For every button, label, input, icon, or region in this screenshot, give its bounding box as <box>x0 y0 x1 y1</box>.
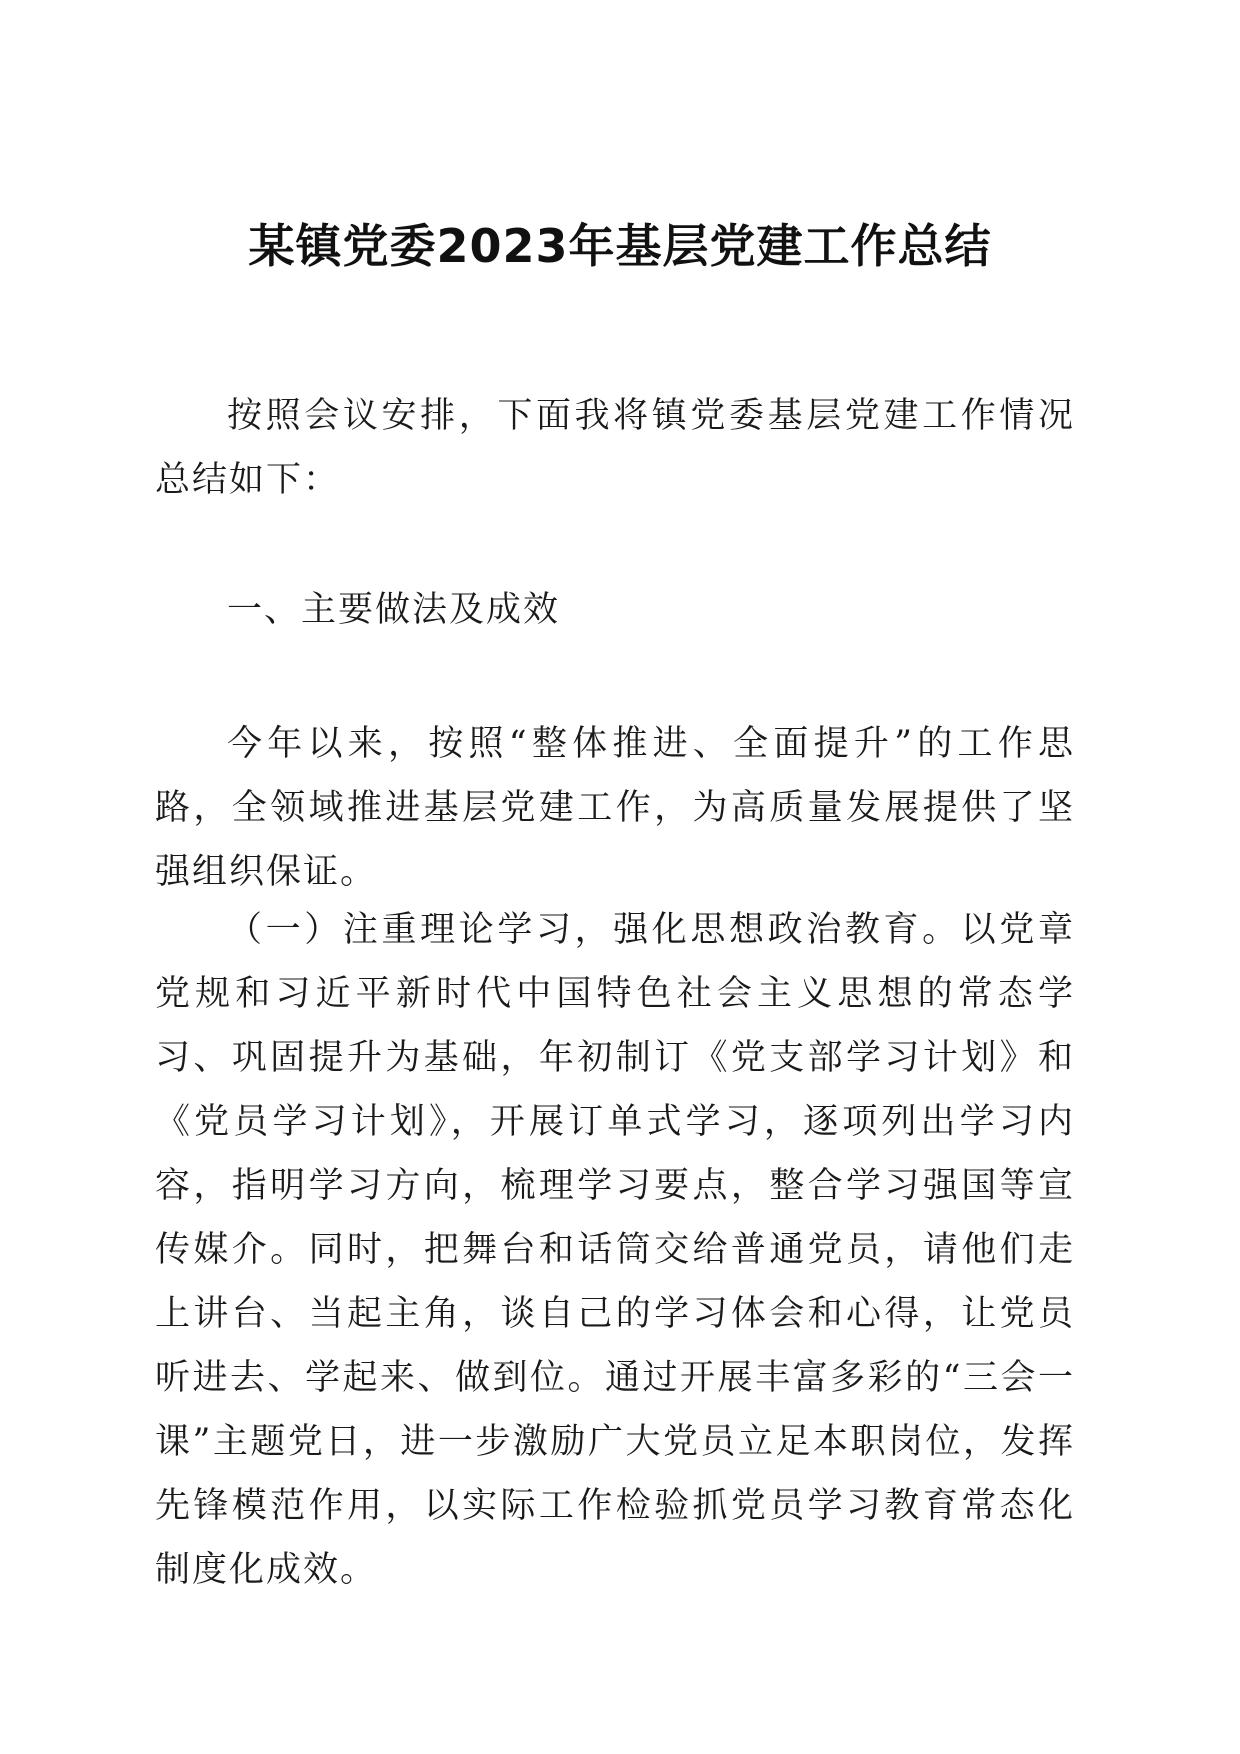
section-heading-main-practices: 一、主要做法及成效 <box>227 590 561 630</box>
document-title: 某镇党委2023年基层党建工作总结 <box>248 219 992 273</box>
overview-paragraph: 今年以来，按照“整体推进、全面提升”的工作思路，全领域推进基层党建工作，为高质量发展提供了坚强组织保证。 <box>155 724 1075 892</box>
intro-paragraph: 按照会议安排，下面我将镇党委基层党建工作情况总结如下： <box>155 396 1075 500</box>
section-1-paragraph: （一）注重理论学习，强化思想政治教育。以党章党规和习近平新时代中国特色社会主义思想的常态学习、巩固提升为基础，年初制订《党支部学习计划》和《党员学习计划》，开展订单式学习，逐项列出学习内容，指明学习方向，梳理学习要点，整合学习强国等宣传媒介。同时，把舞台和话筒交给普通党员，请他们走上讲台、当起主角，谈自己的学习体会和心得，让党员听进去、学起来、做到位。通过开展丰富多彩的“三会一课”主题党日，进一步激励广大党员立足本职岗位，发挥先锋模范作用，以实际工作检验抓党员学习教育常态化制度化成效。 <box>155 910 1075 1590</box>
